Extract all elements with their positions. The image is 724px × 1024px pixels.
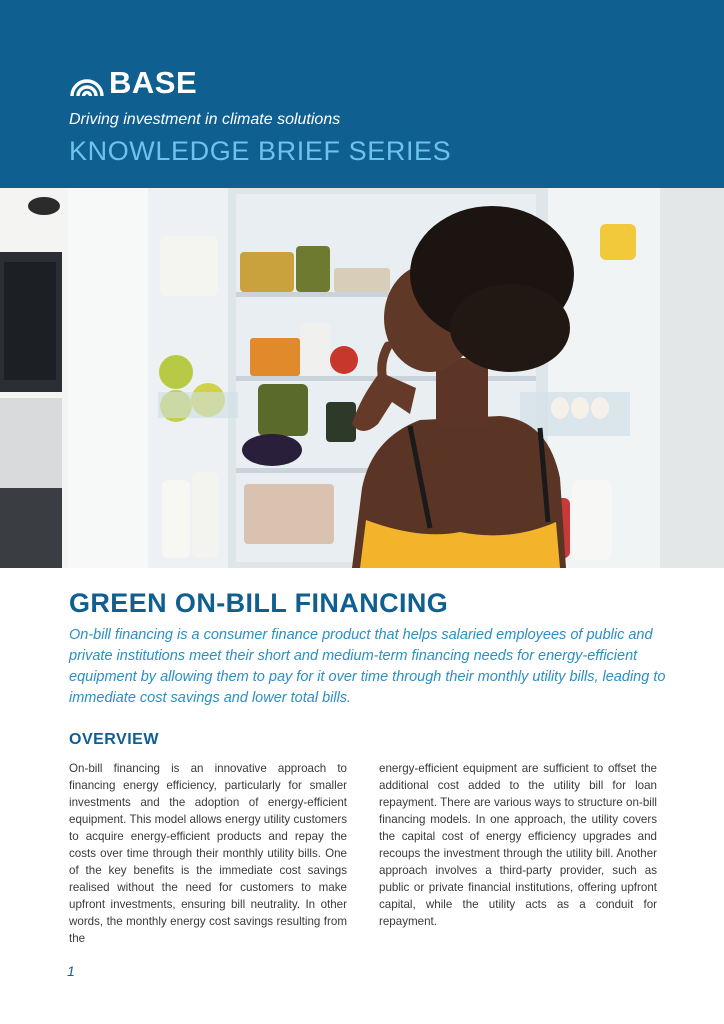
overview-column-right: energy-efficient equipment are sufficient to offset the additional cost added to the utility bill for loan repayment. There are various ways to structure on-bill financing models. In one approach, the utility covers the capital cost of energy efficiency upgrades and recoups the investment through the utility bill. Another approach involves a third-party provider, such as public or private financial institutions, offering upfront capital, while the utility acts as a conduit for repayment. bbox=[379, 762, 657, 928]
intro-paragraph: On-bill financing is a consumer finance product that helps salaried employees of public and private institutions meet their short and medium-term financing needs for energy-efficient equipment by allowing them to pay for it over time through their monthly utility bills, leading to immediate cost savings and lower total bills. bbox=[69, 627, 666, 706]
overview-heading: OVERVIEW bbox=[69, 731, 159, 748]
document-title: GREEN ON-BILL FINANCING bbox=[69, 588, 449, 618]
woman-at-open-fridge-photo bbox=[0, 188, 724, 568]
rainbow-arcs-icon bbox=[69, 68, 105, 98]
overview-column-left: On-bill financing is an innovative approach to financing energy efficiency, particularly for smaller investments and the adoption of energy-efficient equipment. This model allows energy utility customers to acquire energy-efficient products and repay the costs over time through their monthly utility bills. One of the key benefits is the immediate cost savings realised without the need for customers to make upfront investments, ensuring bill neutrality. In other words, the monthly energy cost savings resulting from the bbox=[69, 762, 347, 945]
tagline: Driving investment in climate solutions bbox=[69, 111, 341, 128]
page-number: 1 bbox=[67, 963, 75, 979]
base-logo bbox=[69, 66, 197, 100]
series-title: KNOWLEDGE BRIEF SERIES bbox=[69, 136, 452, 166]
header-banner bbox=[0, 0, 724, 188]
logo-text: BASE bbox=[109, 65, 198, 100]
